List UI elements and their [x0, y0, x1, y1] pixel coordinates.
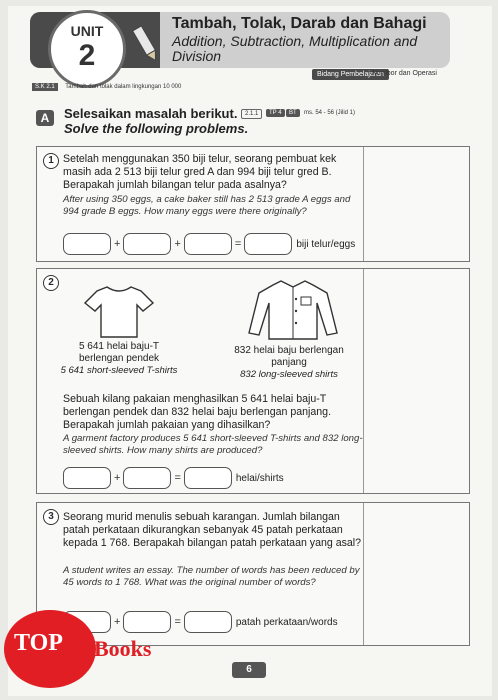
answer-box[interactable] [63, 467, 111, 489]
sk-code: S.K 2.1 [32, 83, 58, 91]
answer-row [63, 233, 355, 255]
caption-shirts [229, 345, 349, 381]
question-text-ms: Seorang murid menulis sebuah karangan. Jumlah bilangan patah perkataan dikurangkan sebanyak 45 patah perkataan kepada 1 768. Berapakah bilangan patah perkataan yang asal? [63, 511, 362, 549]
question-text-en: A garment factory produces 5 641 short-sleeved T-shirts and 832 long-sleeved shirts. How many shirts are produced? [63, 433, 363, 456]
unit-number: 2 [78, 39, 96, 72]
question-text-ms: Setelah menggunakan 350 biji telur, seorang pembuat kek masih ada 2 513 biji telur gred A dan 994 biji telur gred B. Berapakah jumlah bilangan telur pada asalnya? [63, 153, 337, 191]
divider [363, 147, 364, 261]
standard-content [32, 84, 181, 90]
question-number: 1 [43, 153, 59, 169]
instruction-ms: Selesaikan masalah berikut. [64, 106, 238, 121]
caption-tshirts [59, 341, 179, 377]
question-text-en: After using 350 eggs, a cake baker still has 2 513 grade A eggs and 994 grade B eggs. How many eggs were there originally? [63, 194, 351, 217]
answer-box[interactable] [244, 233, 292, 255]
tag-standard: 2.1.1 [241, 109, 262, 119]
answer-row [63, 467, 284, 489]
answer-box[interactable] [184, 611, 232, 633]
plus-sign: + [114, 238, 121, 250]
question-1-box [36, 146, 470, 262]
unit-title-en: Addition, Subtraction, Multiplication and Division [172, 33, 418, 64]
answer-unit: biji telur/eggs [296, 238, 356, 250]
plus-sign: + [114, 472, 121, 484]
bidang-value: Nombor dan Operasi [372, 70, 437, 77]
divider [363, 503, 364, 645]
page-number: 6 [232, 662, 266, 678]
equals-sign: = [174, 616, 181, 628]
answer-row [63, 611, 338, 633]
instruction-en: Solve the following problems. [64, 121, 249, 136]
question-text-en: A student writes an essay. The number of words has been reduced by 45 words to 1 768. What was the original number of words? [63, 565, 360, 588]
logo-top-text: TOP [14, 630, 63, 656]
bidang-label: Bidang Pembelajaran [312, 69, 389, 80]
question-3-box [36, 502, 470, 646]
section-letter: A [36, 110, 54, 126]
answer-unit: helai/shirts [235, 472, 284, 484]
equals-sign: = [234, 238, 242, 250]
logo-books-text: Books [94, 636, 152, 661]
caption-tshirts-en: 5 641 short-sleeved T-shirts [60, 365, 178, 376]
unit-word: UNIT [70, 23, 104, 39]
caption-tshirts-ms: 5 641 helai baju-T berlengan pendek [78, 341, 160, 364]
equals-sign: = [174, 472, 181, 484]
question-number: 3 [43, 509, 59, 525]
tshirt-icon [83, 283, 155, 339]
answer-box[interactable] [123, 467, 171, 489]
divider [363, 269, 364, 493]
answer-box[interactable] [63, 233, 111, 255]
answer-box[interactable] [123, 611, 171, 633]
tag-bt: BT [286, 109, 300, 117]
plus-sign: + [114, 616, 121, 628]
answer-box[interactable] [123, 233, 171, 255]
sk-text: Tambah dan tolak dalam lingkungan 10 000 [65, 84, 182, 90]
question-text-ms: Sebuah kilang pakaian menghasilkan 5 641 helai baju-T berlengan pendek dan 832 helai baju berlengan panjang. Berapakah jumlah pakaian yang dihasilkan? [63, 393, 332, 431]
tag-tp: TP 4 [266, 109, 285, 117]
unit-title-ms: Tambah, Tolak, Darab dan Bahagi [172, 15, 427, 32]
caption-shirts-en: 832 long-sleeved shirts [240, 369, 338, 380]
unit-badge [48, 10, 126, 88]
question-number: 2 [43, 275, 59, 291]
long-sleeve-shirt-icon [245, 277, 341, 341]
plus-sign: + [174, 238, 181, 250]
answer-box[interactable] [184, 233, 232, 255]
answer-box[interactable] [184, 467, 232, 489]
answer-unit: patah perkataan/words [235, 616, 338, 628]
caption-shirts-ms: 832 helai baju berlengan panjang [234, 345, 344, 368]
question-2-box [36, 268, 470, 494]
tag-pages: ms. 54 - 56 (Jilid 1) [304, 110, 356, 116]
